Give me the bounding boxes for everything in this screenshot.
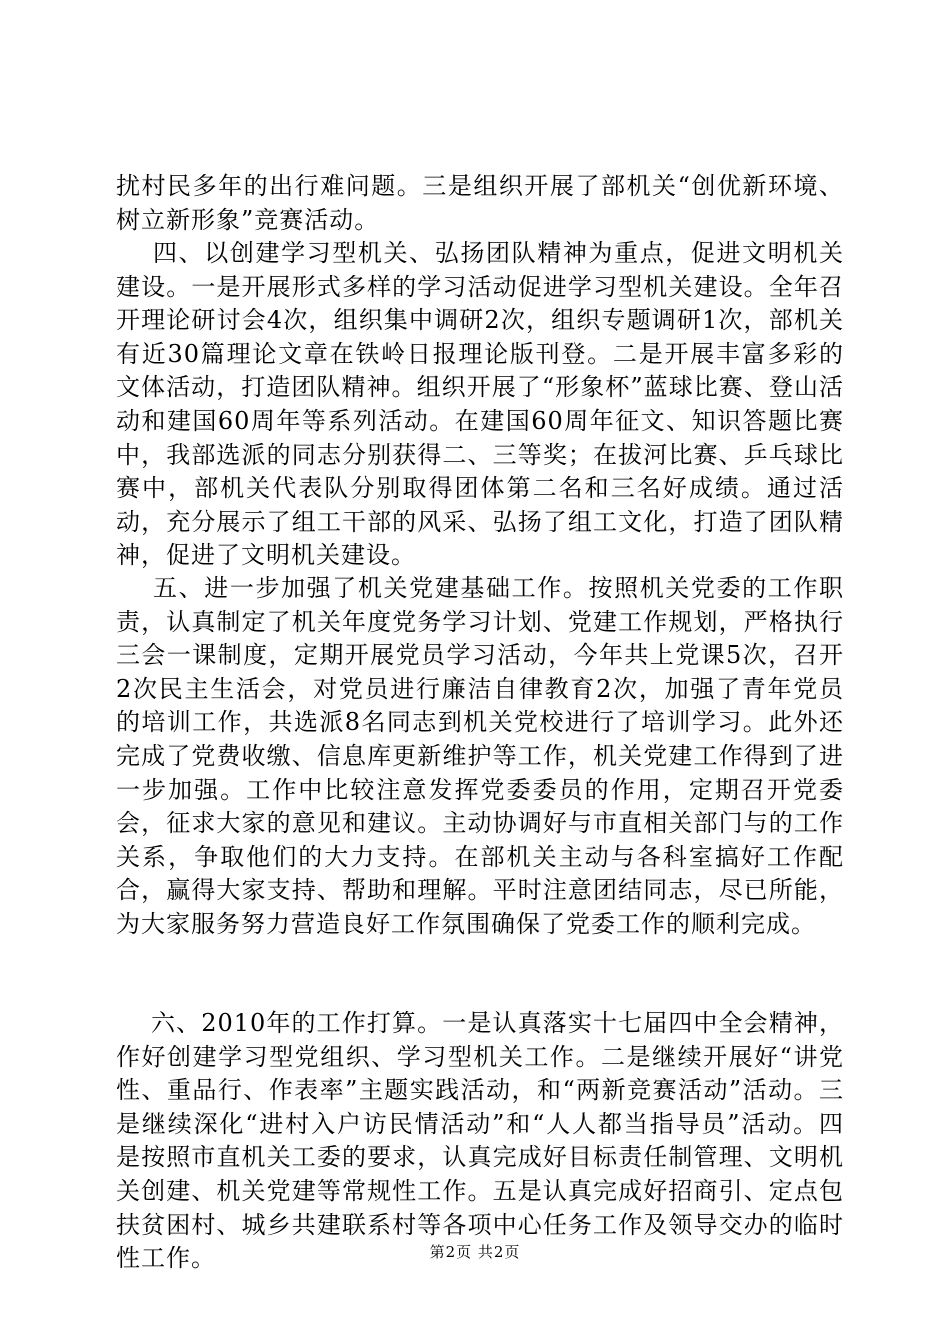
paragraph-item-4: 四、以创建学习型机关、弘扬团队精神为重点，促进文明机关建设。一是开展形式多样的学习活动促进学习型机关建设。全年召开理论研讨会4次，组织集中调研2次，组织专题调研1次，部机关有近30篇理论文章在铁岭日报理论版刊登。二是开展丰富多彩的文体活动，打造团队精神。组织开展了“形象杯”蓝球比赛、登山活动和建国60周年等系列活动。在建国60周年征文、知识答题比赛中，我部选派的同志分别获得二、三等奖；在拔河比赛、乒乓球比赛中，部机关代表队分别取得团体第二名和三名好成绩。通过活动，充分展示了组工干部的风采、弘扬了组工文化，打造了团队精神，促进了文明机关建设。 [116,239,845,570]
paragraph-item-5: 五、进一步加强了机关党建基础工作。按照机关党委的工作职责，认真制定了机关年度党务学习计划、党建工作规划，严格执行三会一课制度，定期开展党员学习活动，今年共上党课5次，召开2次民主生活会，对党员进行廉洁自律教育2次，加强了青年党员的培训工作，共选派8名同志到机关党校进行了培训学习。此外还完成了党费收缴、信息库更新维护等工作，机关党建工作得到了进一步加强。工作中比较注意发挥党委委员的作用，定期召开党委会，征求大家的意见和建议。主动协调好与市直相关部门与的工作关系，争取他们的大力支持。在部机关主动与各科室搞好工作配合，赢得大家支持、帮助和理解。平时注意团结同志，尽已所能，为大家服务努力营造良好工作氛围确保了党委工作的顺利完成。 [116,574,845,938]
paragraph-continuation: 扰村民多年的出行难问题。三是组织开展了部机关“创优新环境、树立新形象”竞赛活动。 [116,172,844,234]
paragraph-item-6: 六、2010年的工作打算。一是认真落实十七届四中全会精神，作好创建学习型党组织、学习型机关工作。二是继续开展好“讲党性、重品行、作表率”主题实践活动，和“两新竞赛活动”活动。三是继续深化“进村入户访民情活动”和“人人都当指导员”活动。四是按照市直机关工委的要求，认真完成好目标责任制管理、文明机关创建、机关党建等常规性工作。五是认真完成好招商引、定点包扶贫困村、城乡共建联系村等各项中心任务工作及领导交办的临时性工作。 [116,1009,845,1273]
page-footer: 第2页 共2页 [429,1243,521,1261]
